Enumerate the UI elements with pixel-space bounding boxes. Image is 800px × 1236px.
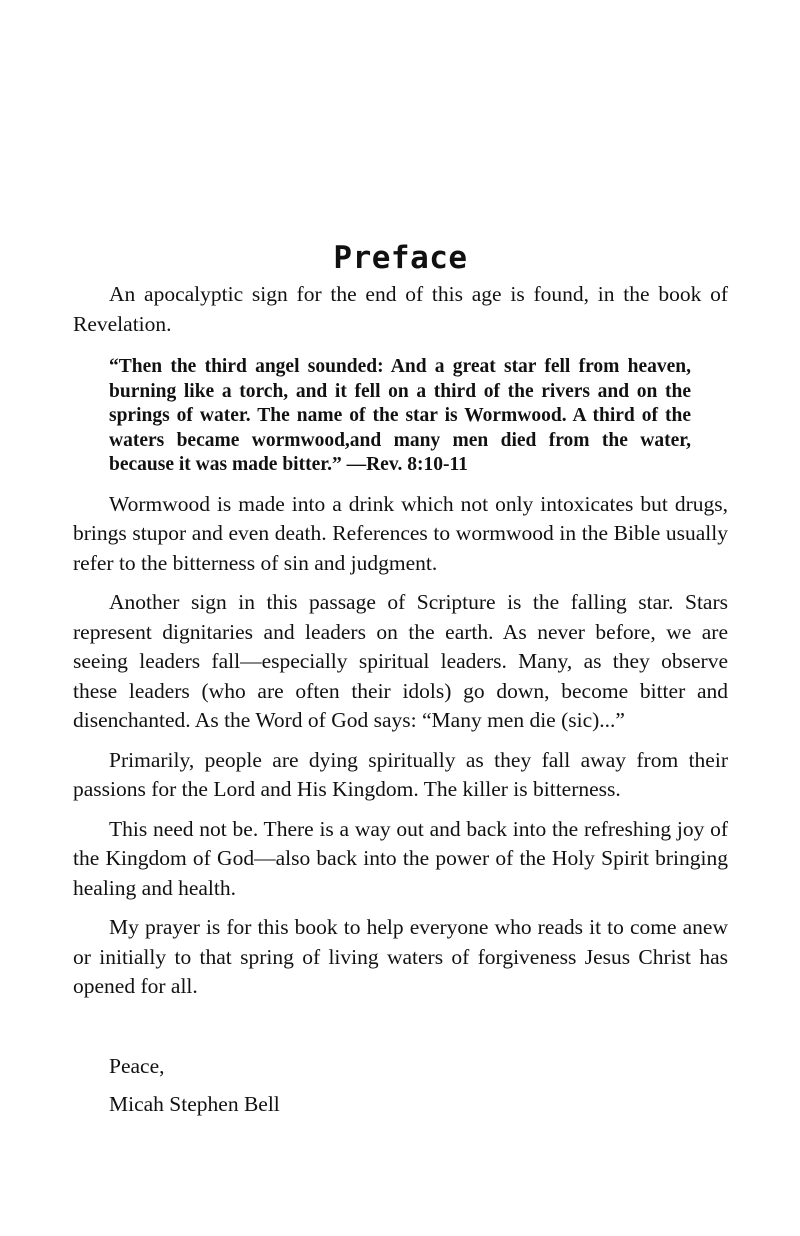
preface-page: [73, 238, 728, 1120]
falling-star-paragraph: Another sign in this passage of Scripture is the falling star. Stars represent dignitaries and leaders on the earth. As never before, we are seeing leaders fall—especially spiritual leaders. Many, as they observe these leaders (who are often their idols) go down, become bitter and disenchanted. As the Word of God says: “Many men die (sic)...”: [73, 590, 728, 732]
bitterness-paragraph: Primarily, people are dying spiritually as they fall away from their passions for the Lord and His Kingdom. The killer is bitterness.: [73, 747, 728, 801]
author-name: Micah Stephen Bell: [109, 1092, 280, 1116]
closing-salutation: Peace,: [109, 1053, 165, 1078]
way-out-paragraph: This need not be. There is a way out and back into the refreshing joy of the Kingdom of God—also back into the power of the Holy Spirit bringing healing and health.: [73, 816, 728, 900]
intro-paragraph: An apocalyptic sign for the end of this age is found, in the book of Revelation.: [73, 282, 728, 336]
scripture-quote: “Then the third angel sounded: And a great star fell from heaven, burning like a torch, and it fell on a third of the rivers and on the springs of water. The name of the star is Wormwood. A third of the waters became wormwood,and many men died from the water, because it was made bitter.” —Rev. 8:10-11: [109, 356, 691, 475]
wormwood-paragraph: Wormwood is made into a drink which not only intoxicates but drugs, brings stupor and even death. References to wormwood in the Bible usually refer to the bitterness of sin and judgment.: [73, 491, 728, 575]
prayer-paragraph: My prayer is for this book to help everyone who reads it to come anew or initially to that spring of living waters of forgiveness Jesus Christ has opened for all.: [73, 915, 728, 998]
page-title: Preface: [333, 240, 468, 276]
